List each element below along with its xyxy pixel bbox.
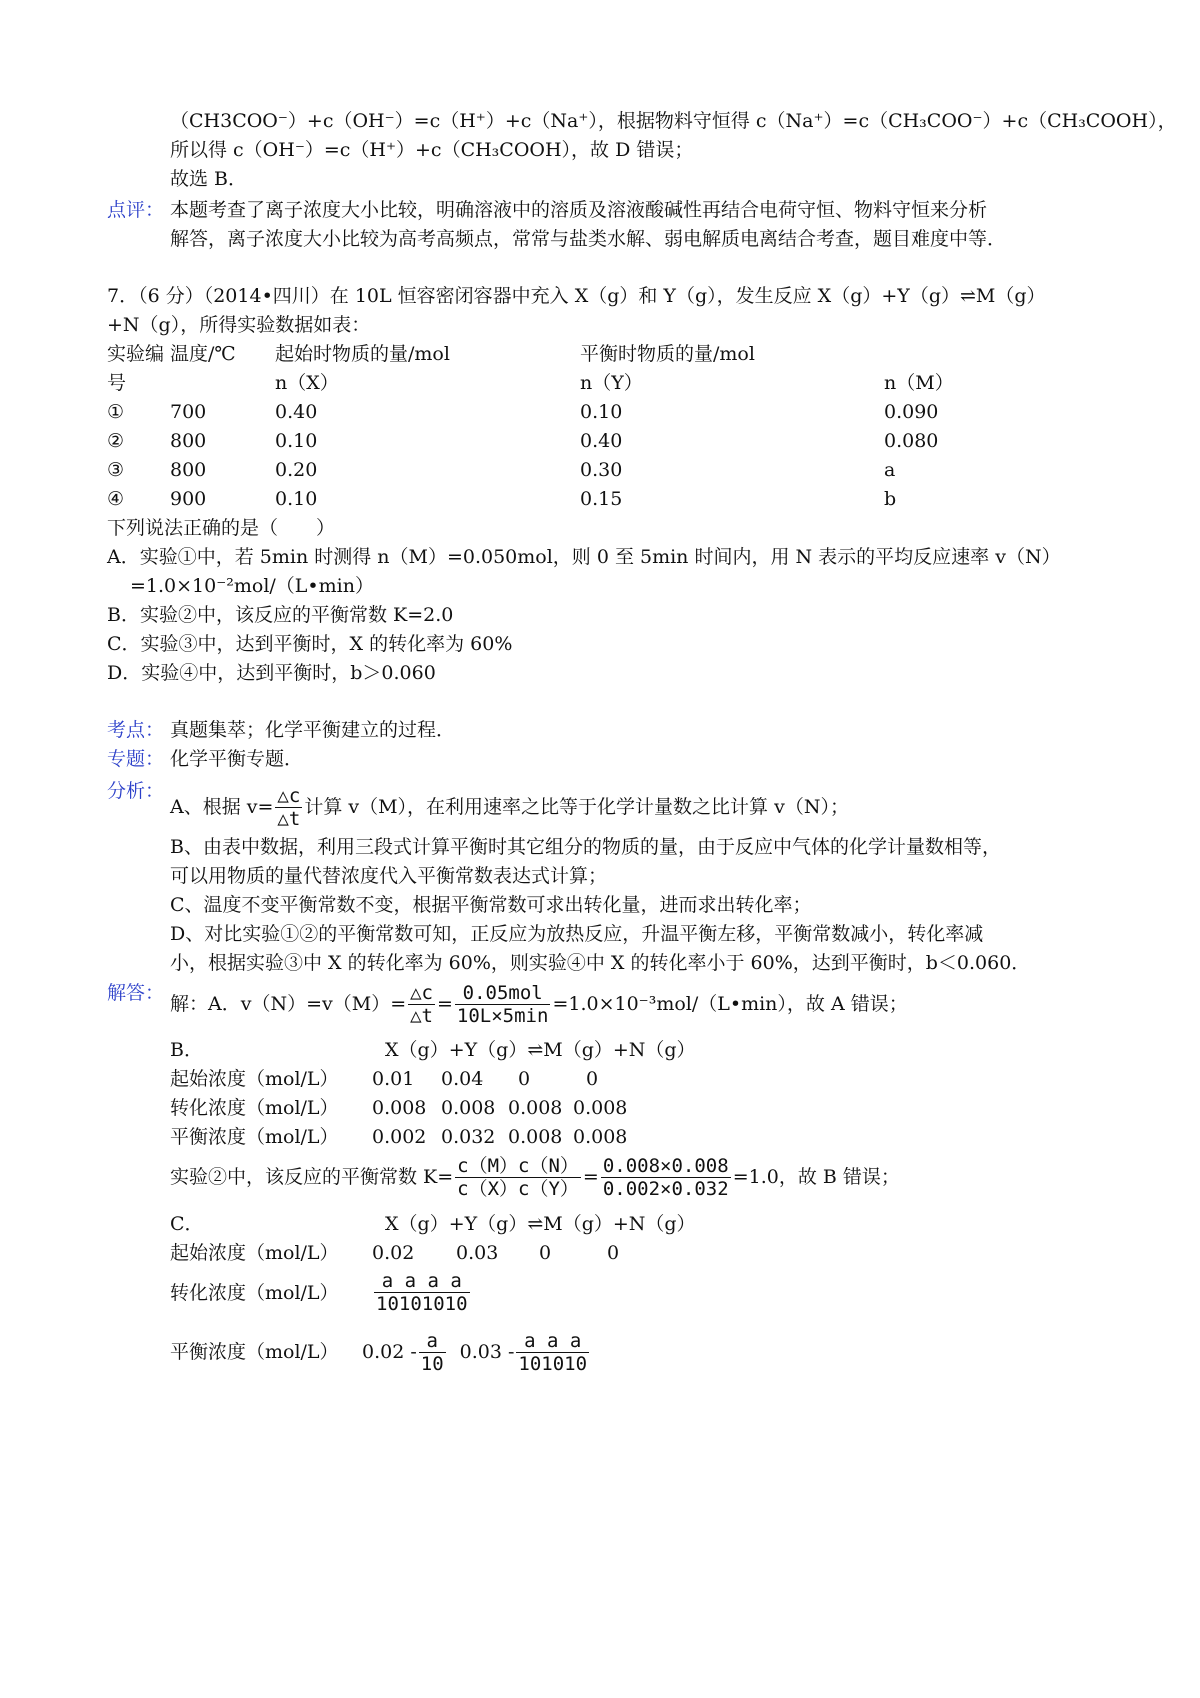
- table-cell: 800: [170, 459, 207, 481]
- table-header-hao: 号: [107, 372, 127, 394]
- table-cell: 0: [539, 1242, 552, 1264]
- prev-line-1: （CH3COO⁻）+c（OH⁻）=c（H⁺）+c（Na⁺），根据物料守恒得 c（Na⁺）=c（CH₃COO⁻）+c（CH₃COOH），: [170, 110, 1177, 132]
- fenxi-b-line-2: 可以用物质的量代替浓度代入平衡常数表达式计算；: [170, 865, 608, 887]
- jieda-a-fraction-2: $\frac{\text{0.05mol}}{10L\times 5\min}$: [456, 981, 549, 1027]
- table-cell: 0.01: [372, 1068, 415, 1090]
- option-b: B．实验②中，该反应的平衡常数 K=2.0: [107, 604, 454, 626]
- table-cell: 0.002: [372, 1126, 427, 1148]
- table-cell: 900: [170, 488, 207, 510]
- table-cell: 0.008: [573, 1097, 628, 1119]
- option-a-line-2: =1.0×10⁻²mol/（L•min）: [130, 575, 374, 597]
- table-cell: 0.04: [441, 1068, 484, 1090]
- fenxi-a-fraction: $\frac{\triangle c}{\triangle t}$: [277, 784, 301, 830]
- table-cell: 800: [170, 430, 207, 452]
- table-cell: 0.03: [456, 1242, 499, 1264]
- jieda-c-eq-fraction-2: $\frac{\text{a a a}}{101010}$: [518, 1329, 588, 1375]
- table-cell: ①: [107, 401, 125, 423]
- option-a-line-1: A．实验①中，若 5min 时测得 n（M）=0.050mol，则 0 至 5min 时间内，用 N 表示的平均反应速率 v（N）: [107, 546, 1061, 568]
- table-cell: 0.02: [372, 1242, 415, 1264]
- jieda-a-fraction-1: $\frac{\triangle c}{\triangle t}$: [410, 981, 433, 1027]
- table-cell: 0.10: [275, 430, 318, 452]
- table-cell: ②: [107, 430, 125, 452]
- table-cell: ③: [107, 459, 125, 481]
- jieda-k-fraction-1: $\frac{c(M)c(N)}{c(X)c(Y)}$: [457, 1154, 579, 1200]
- table-header-nx: n（X）: [275, 372, 339, 394]
- table-cell: 0.10: [275, 488, 318, 510]
- question-line-2: +N（g），所得实验数据如表：: [107, 314, 371, 336]
- question-prompt: 下列说法正确的是（ ）: [107, 517, 336, 539]
- jieda-c-trans-fraction: $\frac{\text{a a a a}}{10101010}$: [376, 1270, 468, 1315]
- table-cell: 转化浓度（mol/L）: [170, 1097, 339, 1119]
- zhuanti-text: 化学平衡专题．: [170, 748, 304, 770]
- dianping-line-1: 本题考查了离子浓度大小比较，明确溶液中的溶质及溶液酸碱性再结合电荷守恒、物料守恒来分析: [170, 199, 988, 221]
- table-cell: 0.10: [580, 401, 623, 423]
- table-cell: 0.008: [573, 1126, 628, 1148]
- question-line-1: 7．（6 分）（2014•四川）在 10L 恒容密闭容器中充入 X（g）和 Y（g），发生反应 X（g）+Y（g）⇌M（g）: [107, 285, 1046, 307]
- option-c: C．实验③中，达到平衡时，X 的转化率为 60%: [107, 633, 513, 655]
- dianping-label: 点评：: [107, 199, 165, 221]
- table-cell: 0.30: [580, 459, 623, 481]
- table-header-exp: 实验编: [107, 343, 165, 365]
- table-cell: a: [884, 459, 896, 481]
- table-cell: 0: [586, 1068, 599, 1090]
- jieda-c-trans-label: 转化浓度（mol/L）: [170, 1282, 339, 1304]
- jieda-k-fraction-2: $\frac{0.008\times 0.008}{0.002\times 0.032}$: [602, 1154, 729, 1200]
- jieda-c-trans-value: [372, 1270, 472, 1315]
- table-header-temp: 温度/℃: [170, 343, 236, 365]
- jieda-b-equation: X（g）+Y（g）⇌M（g）+N（g）: [385, 1039, 696, 1061]
- zhuanti-label: 专题：: [107, 748, 165, 770]
- table-cell: 平衡浓度（mol/L）: [170, 1126, 339, 1148]
- table-header-ny: n（Y）: [580, 372, 643, 394]
- prev-line-3: 故选 B．: [170, 168, 248, 190]
- table-cell: 0.20: [275, 459, 318, 481]
- table-cell: 0.008: [372, 1097, 427, 1119]
- jieda-c-equation: X（g）+Y（g）⇌M（g）+N（g）: [385, 1213, 696, 1235]
- table-cell: 0: [518, 1068, 531, 1090]
- jieda-k: 实验②中，该反应的平衡常数 K= $\frac{c(M)c(N)}{c(X)c(Y)}$ = $\frac{0.008\times 0.008}{0.002\times 0.032}$ =1.0，故 B 错误；: [170, 1154, 900, 1200]
- table-cell: 起始浓度（mol/L）: [170, 1242, 339, 1264]
- table-cell: 0.008: [508, 1097, 563, 1119]
- jieda-c-eq-fraction-1: $\frac{a}{10}$: [420, 1329, 444, 1375]
- table-cell: 0: [607, 1242, 620, 1264]
- fenxi-a: A、根据 v= $\frac{\triangle c}{\triangle t}$ 计算 v（M），在利用速率之比等于化学计量数之比计算 v（N）；: [170, 784, 849, 830]
- fenxi-label: 分析：: [107, 780, 165, 802]
- dianping-line-2: 解答，离子浓度大小比较为高考高频点，常常与盐类水解、弱电解质电离结合考查，题目难度中等．: [170, 228, 1007, 250]
- table-cell: 0.090: [884, 401, 939, 423]
- fenxi-d-line-2: 小，根据实验③中 X 的转化率为 60%，则实验④中 X 的转化率小于 60%，达到平衡时，b＜0.060．: [170, 952, 1031, 974]
- jieda-c-label: C．: [170, 1213, 204, 1235]
- table-cell: 0.080: [884, 430, 939, 452]
- jieda-c-eq-values: 0.02 - $\frac{a}{10}$ 0.03 - $\frac{\text{a a a}}{101010}$: [362, 1329, 588, 1375]
- jieda-b-label: B．: [170, 1039, 203, 1061]
- table-cell: 0.40: [275, 401, 318, 423]
- table-cell: 0.032: [441, 1126, 496, 1148]
- jieda-label: 解答：: [107, 982, 165, 1004]
- table-cell: 0.008: [508, 1126, 563, 1148]
- option-d: D．实验④中，达到平衡时，b＞0.060: [107, 662, 436, 684]
- kaodian-label: 考点：: [107, 719, 165, 741]
- fenxi-d-line-1: D、对比实验①②的平衡常数可知，正反应为放热反应，升温平衡左移，平衡常数减小，转化率减: [170, 923, 984, 945]
- table-cell: ④: [107, 488, 125, 510]
- table-header-equilibrium: 平衡时物质的量/mol: [580, 343, 755, 365]
- fenxi-b-line-1: B、由表中数据，利用三段式计算平衡时其它组分的物质的量，由于反应中气体的化学计量数相等，: [170, 836, 1001, 858]
- jieda-c-eq-label: 平衡浓度（mol/L）: [170, 1341, 339, 1363]
- table-cell: 0.008: [441, 1097, 496, 1119]
- table-cell: b: [884, 488, 897, 510]
- table-header-nm: n（M）: [884, 372, 954, 394]
- table-cell: 700: [170, 401, 207, 423]
- table-cell: 起始浓度（mol/L）: [170, 1068, 339, 1090]
- jieda-a: 解：A．v（N）=v（M）= $\frac{\triangle c}{\triangle t}$ = $\frac{\text{0.05mol}}{10L\times 5\min}$ =1.0×10⁻³mol/（L•min），故 A 错误；: [170, 981, 908, 1027]
- kaodian-text: 真题集萃；化学平衡建立的过程．: [170, 719, 456, 741]
- table-cell: 0.15: [580, 488, 623, 510]
- prev-line-2: 所以得 c（OH⁻）=c（H⁺）+c（CH₃COOH），故 D 错误；: [170, 139, 694, 161]
- table-cell: 0.40: [580, 430, 623, 452]
- fenxi-c-line-1: C、温度不变平衡常数不变，根据平衡常数可求出转化量，进而求出转化率；: [170, 894, 812, 916]
- table-header-initial: 起始时物质的量/mol: [275, 343, 450, 365]
